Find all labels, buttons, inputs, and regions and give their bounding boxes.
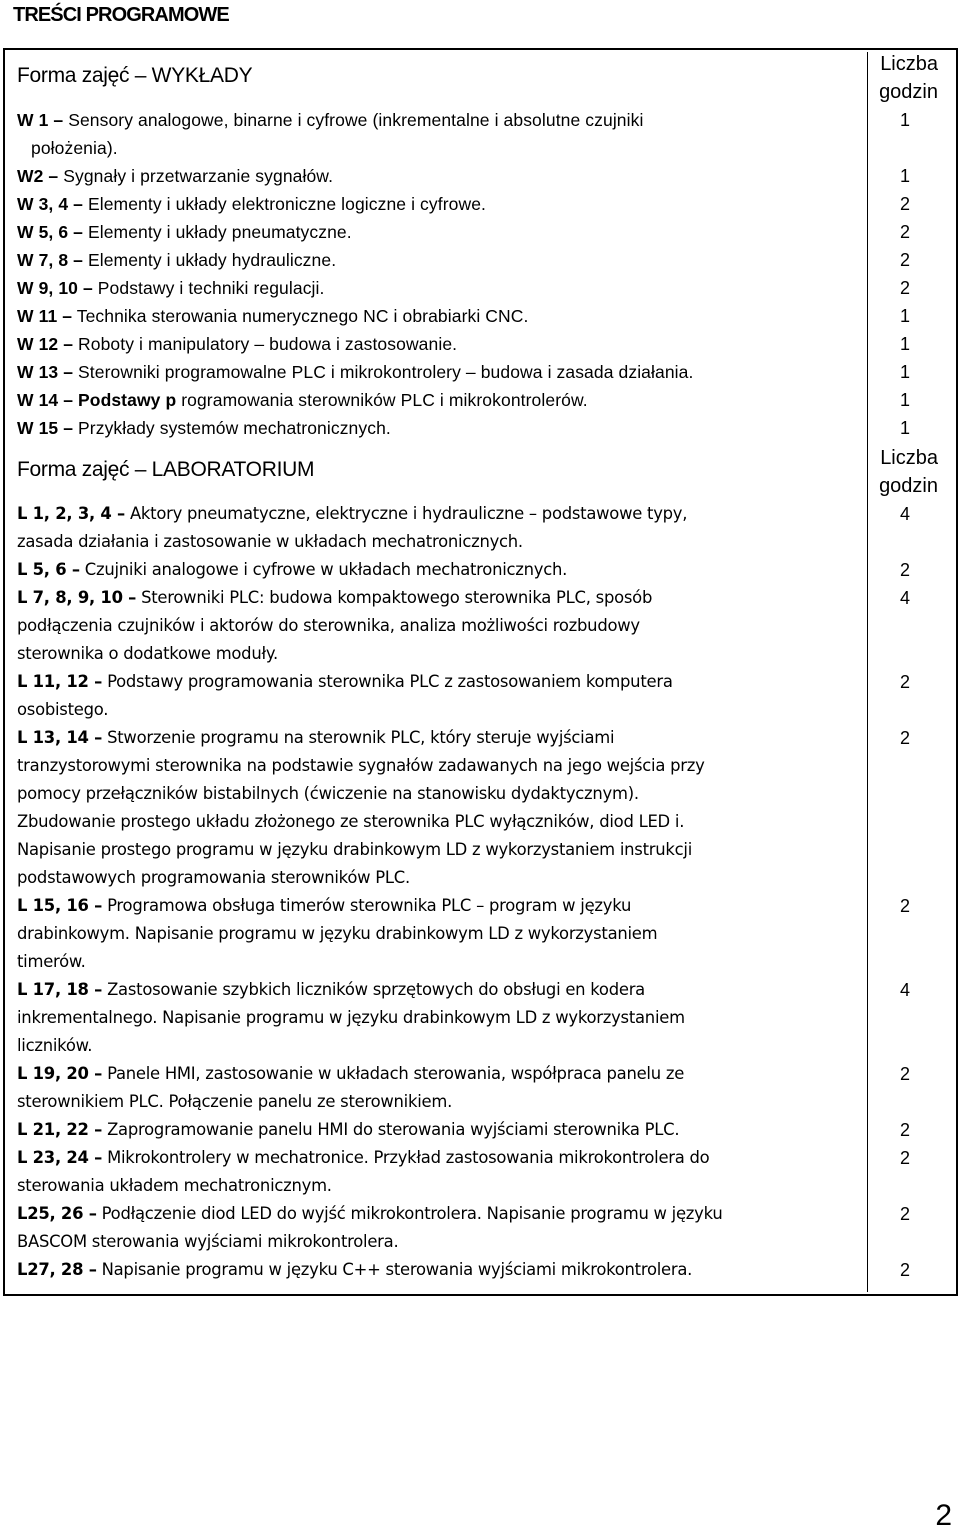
hours-value: 1 [899,362,910,382]
topic-description: Podstawy programowania sterownika PLC z zastosowaniem komputera [107,672,673,691]
topic-description: Aktory pneumatyczne, elektryczne i hydrauliczne – podstawowe typy, [129,504,688,523]
topic-continuation: sterowania układem mechatronicznym. [17,1176,332,1195]
topic-code: W 15 – [17,418,74,438]
topic-code: L 5, 6 – [17,560,80,579]
table-row [7,1060,954,1116]
topic-description: Przykłady systemów mechatronicznych. [78,418,391,438]
topic-code: L 21, 22 – [17,1120,103,1139]
topic-text [7,668,827,724]
table-row [7,976,954,1060]
hours-value: 1 [899,306,910,326]
table-row [7,358,954,386]
topic-continuation: pomocy przełączników bistabilnych (ćwiczenie na stanowisku dydaktycznym). [17,784,639,803]
hours-value: 2 [899,672,910,692]
topic-continuation: BASCOM sterowania wyjściami mikrokontrolera. [17,1232,399,1251]
hours-value: 2 [899,1064,910,1084]
topic-text [7,218,827,246]
topic-description: Sygnały i przetwarzanie sygnałów. [63,166,334,186]
topic-code: L27, 28 – [17,1260,97,1279]
topic-code: W 5, 6 – [17,222,83,242]
lectures-header [7,50,954,106]
topic-code: L 1, 2, 3, 4 – [17,504,125,523]
topic-description: Podstawy i techniki regulacji. [97,278,325,298]
topic-continuation: sterownika o dodatkowe moduły. [17,644,278,663]
table-row [7,162,954,190]
table-row [7,500,954,556]
labs-title: Forma zajęć – LABORATORIUM [17,458,315,481]
topic-description: rogramowania sterowników PLC i mikrokontrolerów. [181,390,588,410]
topic-continuation: podstawowych programowania sterowników PLC. [17,868,410,887]
table-row [7,106,954,162]
table-row [7,556,954,584]
topic-code: L25, 26 – [17,1204,97,1223]
table-row [7,330,954,358]
topic-text [7,386,827,414]
hours-value: 2 [899,222,910,242]
topic-text [7,1200,827,1256]
lectures-title: Forma zajęć – WYKŁADY [17,64,253,87]
hours-value: 4 [899,980,910,1000]
hours-value: 2 [899,1148,910,1168]
topic-continuation: Zbudowanie prostego układu złożonego ze sterownika PLC wyłączników, diod LED i. [17,812,685,831]
content-table [3,48,958,1296]
topic-continuation: sterownikiem PLC. Połączenie panelu ze sterownikiem. [17,1092,453,1111]
topic-code: W 14 – Podstawy p [17,390,177,410]
topic-description: Zastosowanie szybkich liczników sprzętowych do obsługi en kodera [107,980,645,999]
hours-header: Liczba godzin [879,53,938,103]
hours-value: 2 [899,250,910,270]
hours-value: 1 [899,166,910,186]
topic-text [7,1144,827,1200]
topic-description: Sensory analogowe, binarne i cyfrowe (inkrementalne i absolutne czujniki [68,110,644,130]
hours-value: 2 [899,1204,910,1224]
topic-code: L 17, 18 – [17,980,103,999]
topic-continuation: Napisanie prostego programu w języku drabinkowym LD z wykorzystaniem instrukcji [17,840,693,859]
topic-code: W2 – [17,166,59,186]
topic-code: W 7, 8 – [17,250,83,270]
hours-value: 2 [899,1120,910,1140]
topic-text [7,358,827,386]
topic-code: L 15, 16 – [17,896,103,915]
topic-code: W 13 – [17,362,74,382]
topic-continuation: osobistego. [17,700,109,719]
topic-code: W 1 – [17,110,64,130]
table-row [7,668,954,724]
topic-continuation: drabinkowym. Napisanie programu w języku drabinkowym LD z wykorzystaniem [17,924,658,943]
topic-text [7,162,827,190]
table-row [7,892,954,976]
table-row [7,584,954,668]
table-row [7,190,954,218]
topic-description: Czujniki analogowe i cyfrowe w układach mechatronicznych. [84,560,568,579]
topic-description: Elementy i układy elektroniczne logiczne i cyfrowe. [87,194,486,214]
topic-code: W 3, 4 – [17,194,83,214]
topic-text [7,500,827,556]
topic-description: Sterowniki programowalne PLC i mikrokontrolery – budowa i zasada działania. [78,362,694,382]
hours-value: 1 [899,418,910,438]
topic-text [7,892,827,976]
topic-text [7,190,827,218]
topic-text [7,556,827,584]
topic-text [7,1256,827,1284]
topic-continuation: podłączenia czujników i aktorów do sterownika, analiza możliwości rozbudowy [17,616,640,635]
page-title: TREŚCI PROGRAMOWE [13,4,229,26]
table-row [7,414,954,442]
hours-value: 4 [899,588,910,608]
hours-header: Liczba godzin [879,447,938,497]
hours-value: 2 [899,728,910,748]
topic-description: Roboty i manipulatory – budowa i zastosowanie. [78,334,458,354]
topic-text [7,246,827,274]
table-row [7,274,954,302]
topic-description: Programowa obsługa timerów sterownika PLC – program w języku [107,896,632,915]
topic-text [7,274,827,302]
table-row [7,218,954,246]
hours-value: 1 [899,110,910,130]
table-row [7,724,954,892]
topic-description: Stworzenie programu na sterownik PLC, który steruje wyjściami [107,728,615,747]
table-row [7,1256,954,1284]
topic-description: Sterowniki PLC: budowa kompaktowego sterownika PLC, sposób [141,588,653,607]
topic-code: W 9, 10 – [17,278,93,298]
topic-text [7,302,827,330]
topic-text [7,1116,827,1144]
page-number: 2 [935,1499,952,1532]
topic-continuation: tranzystorowymi sterownika na podstawie sygnałów zadawanych na jego wejścia przy [17,756,705,775]
hours-value: 1 [899,334,910,354]
topic-text [7,584,827,668]
topic-description: Podłączenie diod LED do wyjść mikrokontrolera. Napisanie programu w języku [101,1204,723,1223]
topic-continuation: zasada działania i zastosowanie w układach mechatronicznych. [17,532,523,551]
table-row [7,1144,954,1200]
table-row [7,386,954,414]
topic-code: L 23, 24 – [17,1148,103,1167]
topic-code: W 12 – [17,334,74,354]
topic-description: Technika sterowania numerycznego NC i obrabiarki CNC. [76,306,529,326]
hours-value: 1 [899,390,910,410]
topic-description: Zaprogramowanie panelu HMI do sterowania wyjściami sterownika PLC. [107,1120,680,1139]
hours-value: 2 [899,560,910,580]
table-row [7,302,954,330]
topic-code: L 7, 8, 9, 10 – [17,588,137,607]
topic-code: L 19, 20 – [17,1064,103,1083]
table-row [7,1116,954,1144]
table-row [7,1200,954,1256]
topic-text [7,724,827,892]
topic-code: L 11, 12 – [17,672,103,691]
topic-description: Elementy i układy hydrauliczne. [87,250,337,270]
topic-description: Napisanie programu w języku C++ sterowania wyjściami mikrokontrolera. [101,1260,693,1279]
topic-code: W 11 – [17,306,73,326]
labs-section [7,444,954,1284]
hours-value: 2 [899,896,910,916]
topic-description: Panele HMI, zastosowanie w układach sterowania, współpraca panelu ze [107,1064,685,1083]
topic-text [7,1060,827,1116]
topic-code: L 13, 14 – [17,728,103,747]
hours-value: 2 [899,278,910,298]
topic-text [7,414,827,442]
lectures-section [7,50,954,442]
topic-text [7,106,827,162]
hours-value: 2 [899,1260,910,1280]
topic-text [7,330,827,358]
hours-value: 2 [899,194,910,214]
topic-description: Mikrokontrolery w mechatronice. Przykład zastosowania mikrokontrolera do [107,1148,710,1167]
topic-description: Elementy i układy pneumatyczne. [87,222,352,242]
topic-continuation: położenia). [31,138,118,158]
topic-text [7,976,827,1060]
table-row [7,246,954,274]
hours-value: 4 [899,504,910,524]
topic-continuation: inkrementalnego. Napisanie programu w języku drabinkowym LD z wykorzystaniem [17,1008,685,1027]
topic-continuation: timerów. [17,952,86,971]
labs-header [7,444,954,500]
topic-continuation: liczników. [17,1036,93,1055]
